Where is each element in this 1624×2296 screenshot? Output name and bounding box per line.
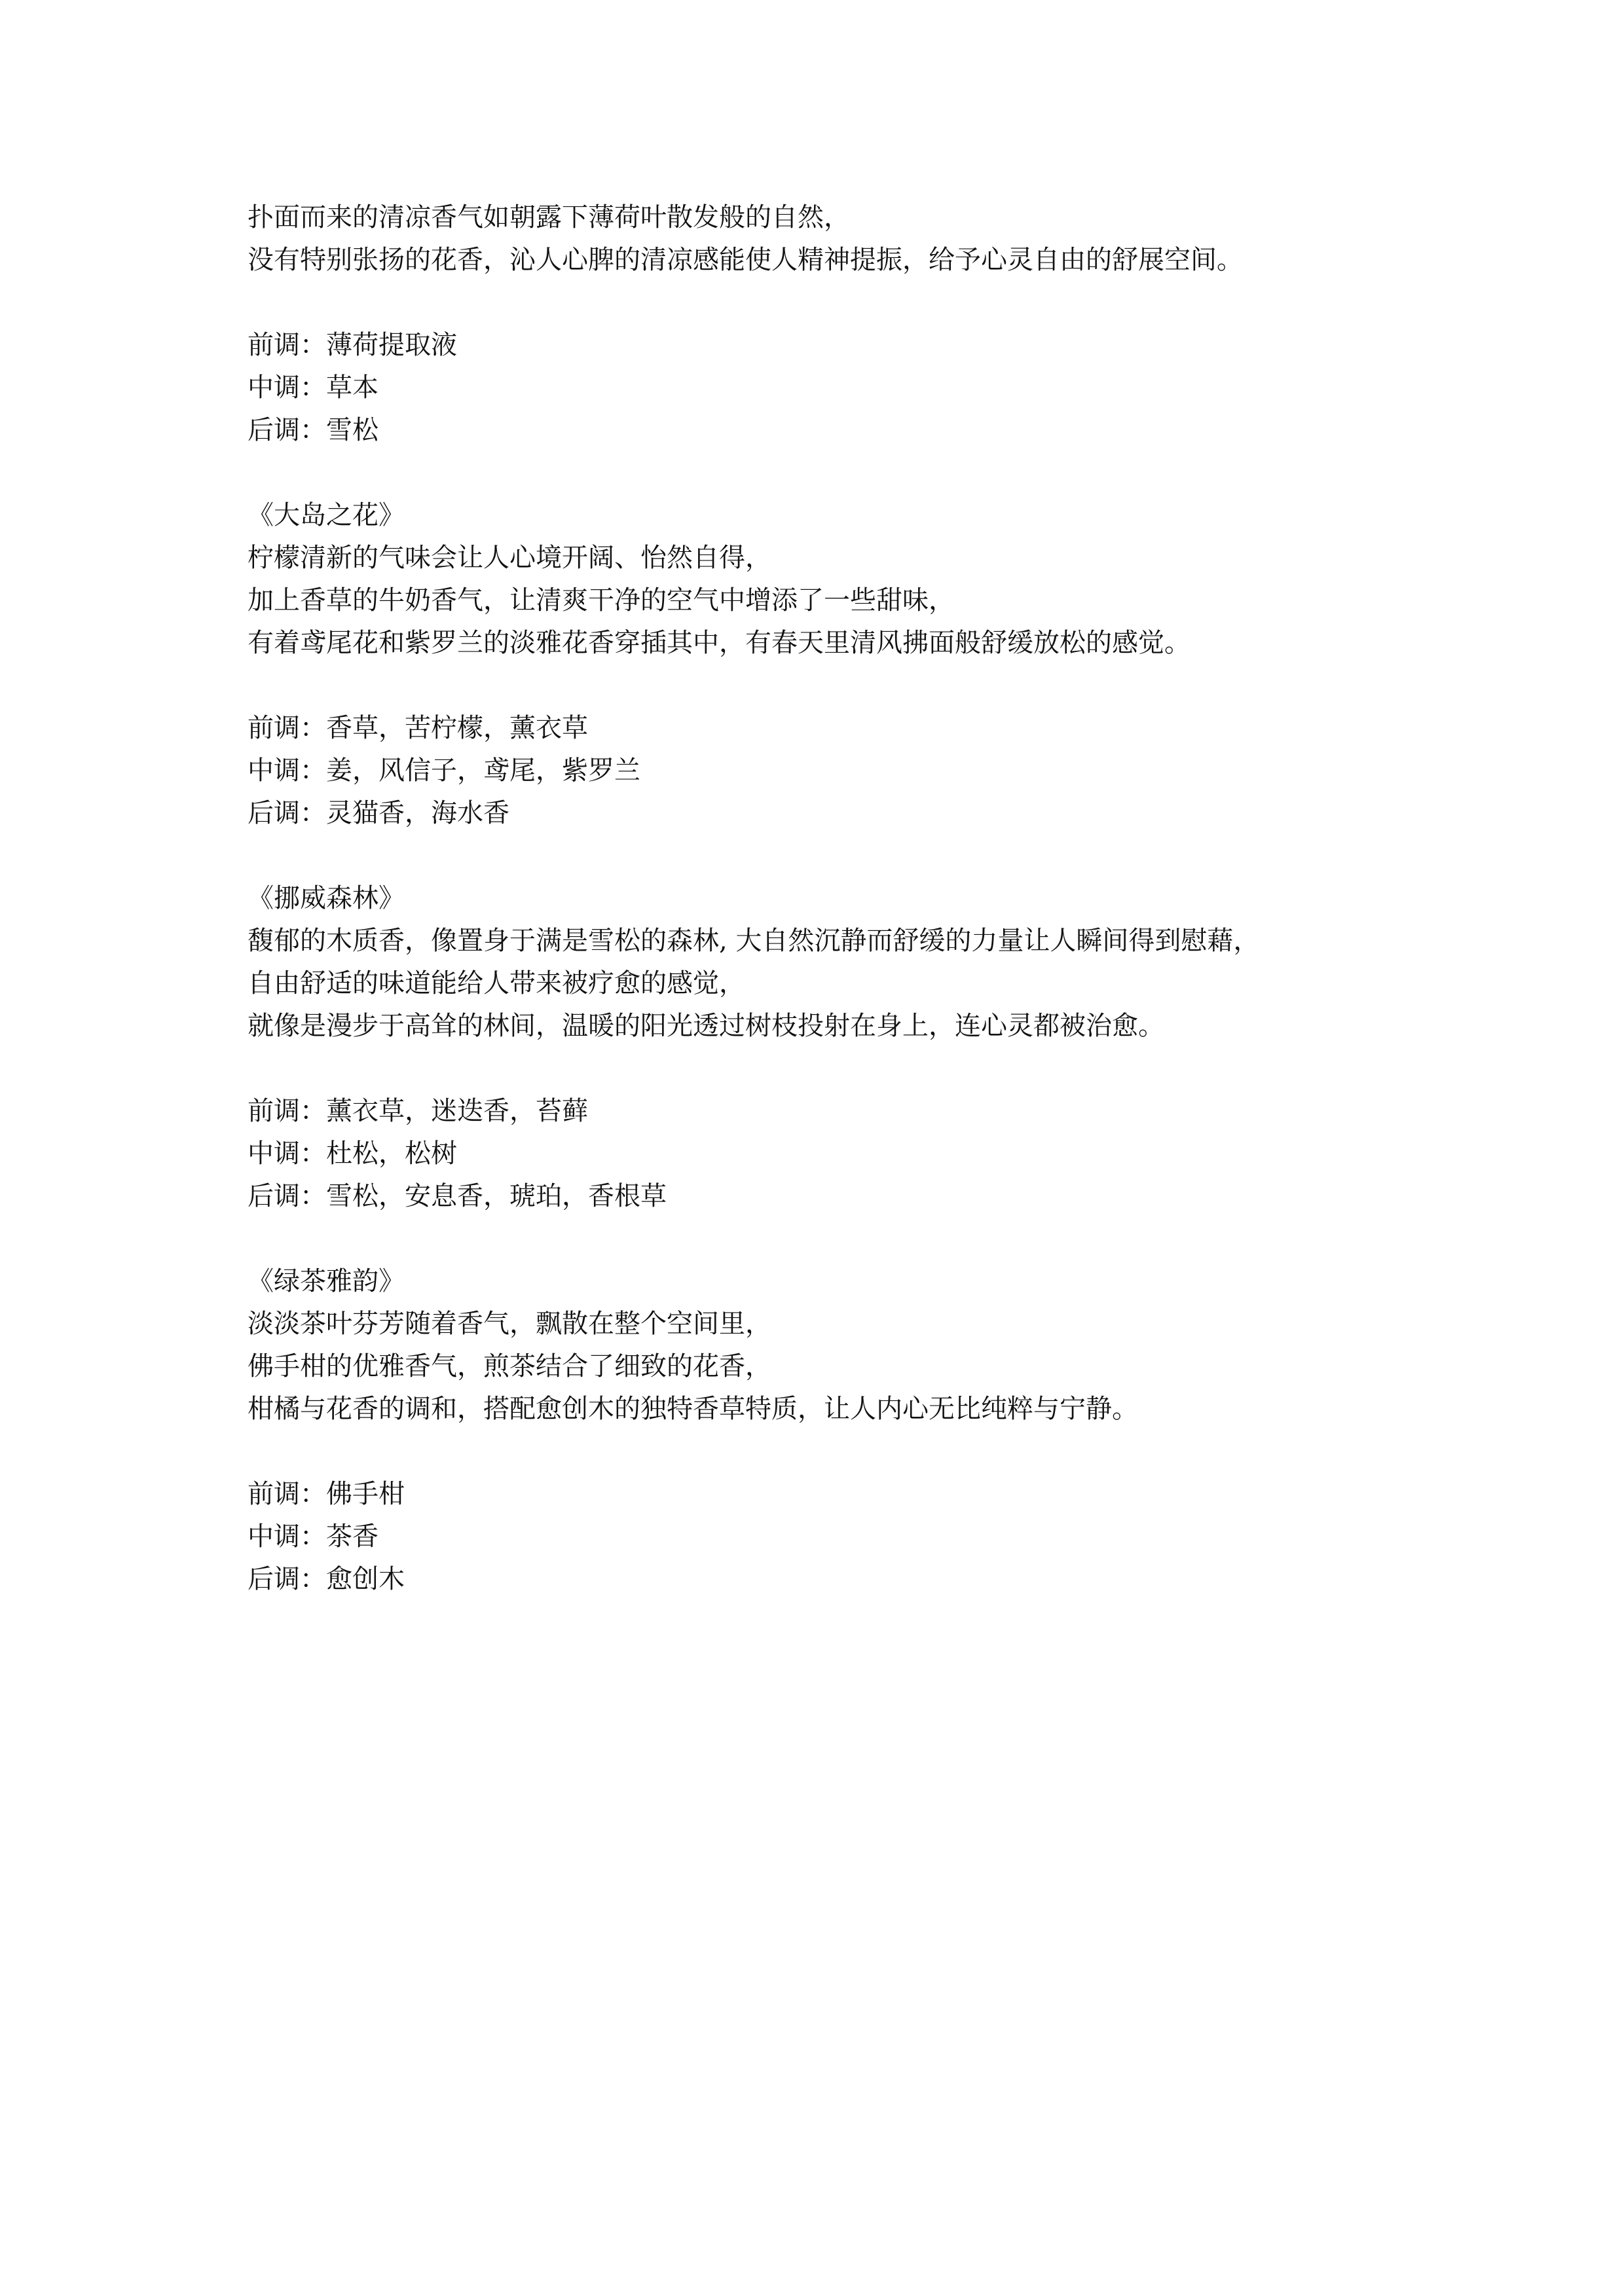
description-line: 柠檬清新的气味会让人心境开阔、怡然自得， bbox=[248, 543, 771, 573]
spacer bbox=[248, 1218, 1426, 1260]
top-note: 前调：佛手柑 bbox=[248, 1479, 405, 1509]
intro-description bbox=[248, 196, 1426, 282]
description-line: 就像是漫步于高耸的林间，温暖的阳光透过树枝投射在身上，连心灵都被治愈。 bbox=[248, 1011, 1164, 1041]
spacer bbox=[248, 1430, 1426, 1473]
section-title: 《大岛之花》 bbox=[248, 500, 405, 530]
section-title: 《绿茶雅韵》 bbox=[248, 1266, 405, 1296]
top-note: 前调：香草，苦柠檬，薰衣草 bbox=[248, 713, 588, 743]
top-note: 前调：薄荷提取液 bbox=[248, 330, 457, 360]
intro-line: 没有特别张扬的花香，沁人心脾的清凉感能使人精神提振，给予心灵自由的舒展空间。 bbox=[248, 245, 1243, 275]
fragrance-section bbox=[248, 1260, 1426, 1601]
fragrance-section bbox=[248, 877, 1426, 1218]
middle-note: 中调：茶香 bbox=[248, 1522, 378, 1552]
description-line: 加上香草的牛奶香气，让清爽干净的空气中增添了一些甜味， bbox=[248, 585, 955, 615]
document-body bbox=[248, 196, 1426, 1601]
description-line: 佛手柑的优雅香气，煎茶结合了细致的花香， bbox=[248, 1351, 771, 1381]
base-note: 后调：灵猫香，海水香 bbox=[248, 798, 509, 828]
middle-note: 中调：姜，风信子，鸢尾，紫罗兰 bbox=[248, 756, 640, 786]
description-line: 淡淡茶叶芬芳随着香气，飘散在整个空间里， bbox=[248, 1309, 771, 1339]
spacer bbox=[248, 452, 1426, 494]
description-line: 馥郁的木质香，像置身于满是雪松的森林, 大自然沉静而舒缓的力量让人瞬间得到慰藉， bbox=[248, 926, 1260, 956]
intro-line: 扑面而来的清凉香气如朝露下薄荷叶散发般的自然， bbox=[248, 202, 850, 232]
description-line: 有着鸢尾花和紫罗兰的淡雅花香穿插其中，有春天里清风拂面般舒缓放松的感觉。 bbox=[248, 628, 1190, 658]
spacer bbox=[248, 665, 1426, 707]
top-note: 前调：薰衣草，迷迭香，苔藓 bbox=[248, 1096, 588, 1126]
description-line: 自由舒适的味道能给人带来被疗愈的感觉， bbox=[248, 968, 745, 998]
description-line: 柑橘与花香的调和，搭配愈创木的独特香草特质，让人内心无比纯粹与宁静。 bbox=[248, 1394, 1138, 1424]
section-title: 《挪威森林》 bbox=[248, 883, 405, 913]
middle-note: 中调：杜松，松树 bbox=[248, 1139, 457, 1169]
spacer bbox=[248, 835, 1426, 877]
base-note: 后调：愈创木 bbox=[248, 1564, 405, 1594]
base-note: 后调：雪松，安息香，琥珀，香根草 bbox=[248, 1181, 667, 1211]
spacer bbox=[248, 1048, 1426, 1090]
base-note: 后调：雪松 bbox=[248, 415, 378, 445]
middle-note: 中调：草本 bbox=[248, 373, 378, 403]
fragrance-section bbox=[248, 494, 1426, 835]
intro-notes bbox=[248, 324, 1426, 452]
spacer bbox=[248, 282, 1426, 324]
